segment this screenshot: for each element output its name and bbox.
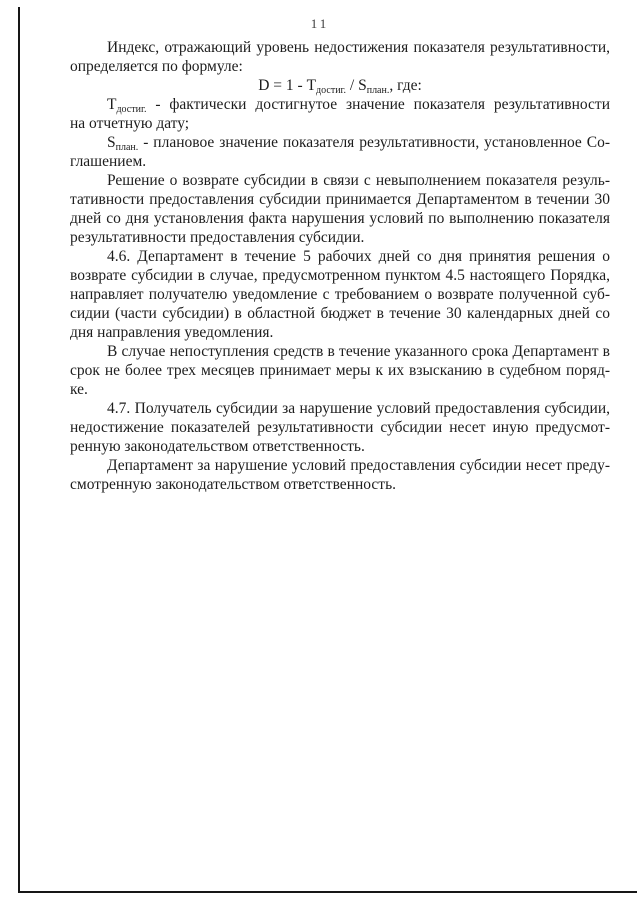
text-line: сидии (части субсидии) в областной бюджет в течение 30 календарных дней со [70,305,610,322]
term-s-subscript: план. [115,142,139,153]
formula-subscript-planned: план. [366,85,390,96]
term-s-symbol: S [107,134,116,151]
text-line: дней со дня установления факта нарушения условий по выполнению показателя [70,210,610,227]
text-line: на отчетную дату; [70,115,190,132]
text-line: срок не более трех месяцев принимает меры к их взысканию в судебном поряд- [70,362,610,379]
paragraph-department-liability [70,456,610,494]
text-line: ренную законодательством ответственность. [70,438,365,455]
formula-divider: / S [346,77,367,94]
text-line: 4.7. Получатель субсидии за нарушение условий предоставления субсидии, [107,400,610,417]
paragraph-4-7 [70,399,610,456]
formula-tail: , где: [389,77,422,94]
text-line: В случае непоступления средств в течение указанного срока Департамент в [107,343,610,360]
formula-paragraph [70,76,610,95]
text-line: Индекс, отражающий уровень недостижения показателя результативности, [107,39,610,56]
text-line: дня направления уведомления. [70,324,274,341]
text-line: результативности предоставления субсидии. [70,229,365,246]
text-line: 4.6. Департамент в течение 5 рабочих дней со дня принятия решения о [107,248,610,265]
text-line: тативности предоставления субсидии принимается Департаментом в течении 30 [70,191,610,208]
formula-subscript-achieved: достиг. [316,85,347,96]
term-s-definition: - плановое значение показателя результативности, установленное Со- [138,134,610,151]
text-line: определяется по формуле: [70,58,243,75]
text-line: смотренную законодательством ответственность. [70,476,397,493]
paragraph-term-s [70,133,610,171]
text-line [70,95,610,114]
text-line: возврате субсидии в случае, предусмотренном пунктом 4.5 настоящего Порядка, [70,267,610,284]
term-t-subscript: достиг. [116,104,147,115]
term-t-definition: - фактически достигнутое значение показателя результативности [146,96,610,113]
paragraph-index-definition [70,38,610,76]
page-number: 11 [310,16,330,31]
text-line: направляет получателю уведомление с требованием о возврате полученной суб- [70,286,610,303]
term-t-symbol: Т [107,96,117,113]
paragraph-court-recovery [70,342,610,399]
text-line: Решение о возврате субсидии в связи с невыполнением показателя резуль- [107,172,610,189]
formula-lead: D = 1 - Т [258,77,317,94]
paragraph-term-t [70,95,610,133]
text-line: Департамент за нарушение условий предоставления субсидии несет преду- [107,457,610,474]
text-line [70,133,610,152]
formula-line [70,76,610,95]
text-line: ке. [70,381,88,398]
text-line: глашением. [70,153,147,170]
paragraph-return-decision [70,171,610,247]
text-line: недостижение показателей результативности субсидии несет иную предусмот- [70,419,610,436]
paragraph-4-6 [70,247,610,342]
